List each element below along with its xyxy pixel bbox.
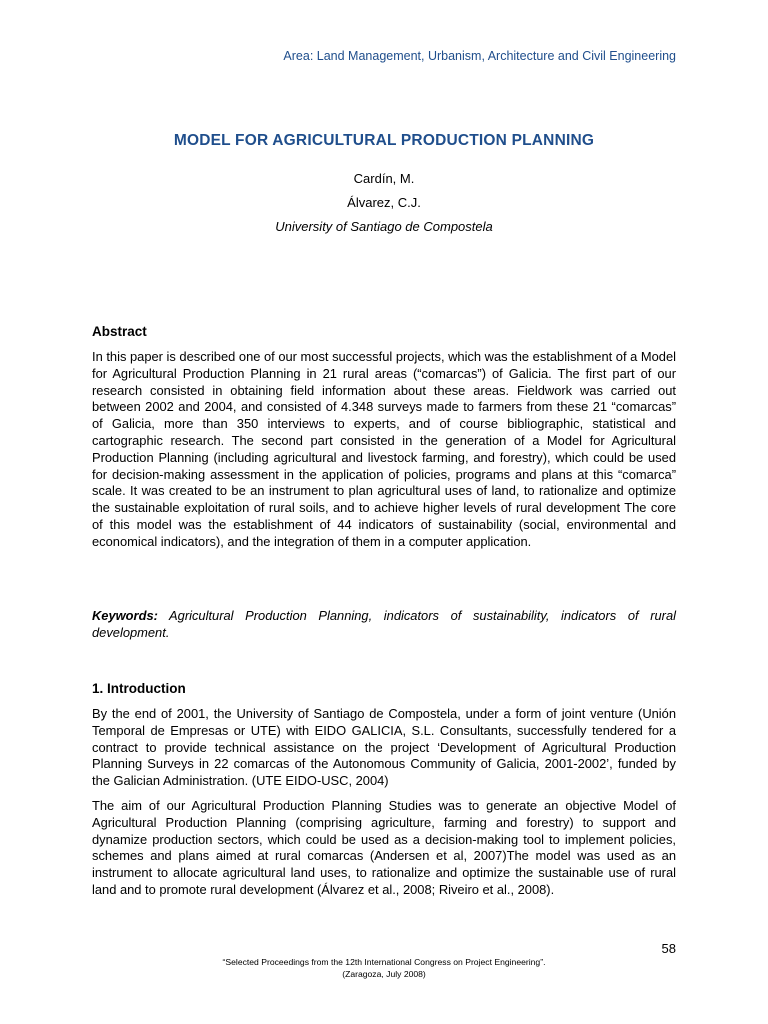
author-1: Cardín, M. [353,171,415,186]
footer [0,957,768,980]
author-2: Álvarez, C.J. [347,195,421,210]
introduction-paragraph-2: The aim of our Agricultural Production Planning Studies was to generate an objective Model of Agricultural Production Planning (comprising agriculture, farming and forestry) to support and dynamize production sectors, which could be used as a decision-making tool to implement policies, schemes and plans aimed at rural comarcas (Andersen et al, 2007)The model was used as an instrument to allocate agricultural land uses, to rationalize and optimize the sustainable use of rural land and to promote rural development (Álvarez et al., 2008; Riveiro et al., 2008). [92,798,676,897]
area-header: Area: Land Management, Urbanism, Architecture and Civil Engineering [283,49,676,63]
keywords [92,608,676,642]
keywords-label: Keywords: [92,608,158,623]
paper-title: MODEL FOR AGRICULTURAL PRODUCTION PLANNING [173,132,595,149]
keywords-text: Agricultural Production Planning, indicators of sustainability, indicators of rural development. [92,608,676,640]
abstract-body: In this paper is described one of our most successful projects, which was the establishment of a Model for Agricultural Production Planning in 21 rural areas (“comarcas”) of Galicia. The first part of our research consisted in obtaining field information about these areas. Fieldwork was carried out between 2002 and 2004, and consisted of 4.348 surveys made to farmers from these 21 “comarcas” of Galicia, more than 350 interviews to experts, and of course bibliographic, statistical and cartographic research. The second part consisted in the generation of a Model for Agricultural Production Planning (including agricultural and livestock farming, and forestry), which could be used for decision-making assessment in the application of policies, programs and plans at this “comarca” scale. It was created to be an instrument to plan agricultural uses of land, to rationalize and optimize the sustainable exploitation of rural soils, and to achieve higher levels of rural development The core of this model was the establishment of 44 indicators of sustainability (social, environmental and economical indicators), and the integration of them in a computer application. [92,349,676,549]
footer-line-1: “Selected Proceedings from the 12th International Congress on Project Engineering”. [222,957,546,967]
affiliation: University of Santiago de Compostela [275,219,493,234]
abstract-heading: Abstract [92,324,147,339]
introduction-paragraph-1: By the end of 2001, the University of Santiago de Compostela, under a form of joint venture (Unión Temporal de Empresas or UTE) with EIDO GALICIA, S.L. Consultants, successfully tendered for a contract to provide technical assistance on the project ‘Development of Agricultural Production Planning Surveys in 22 comarcas of the Autonomous Community of Galicia, 2001-2002’, funded by the Galician Administration. (UTE EIDO-USC, 2004) [92,706,676,789]
introduction-heading: 1. Introduction [92,681,186,696]
page-number: 58 [661,941,676,956]
footer-line-2: (Zaragoza, July 2008) [342,968,426,979]
